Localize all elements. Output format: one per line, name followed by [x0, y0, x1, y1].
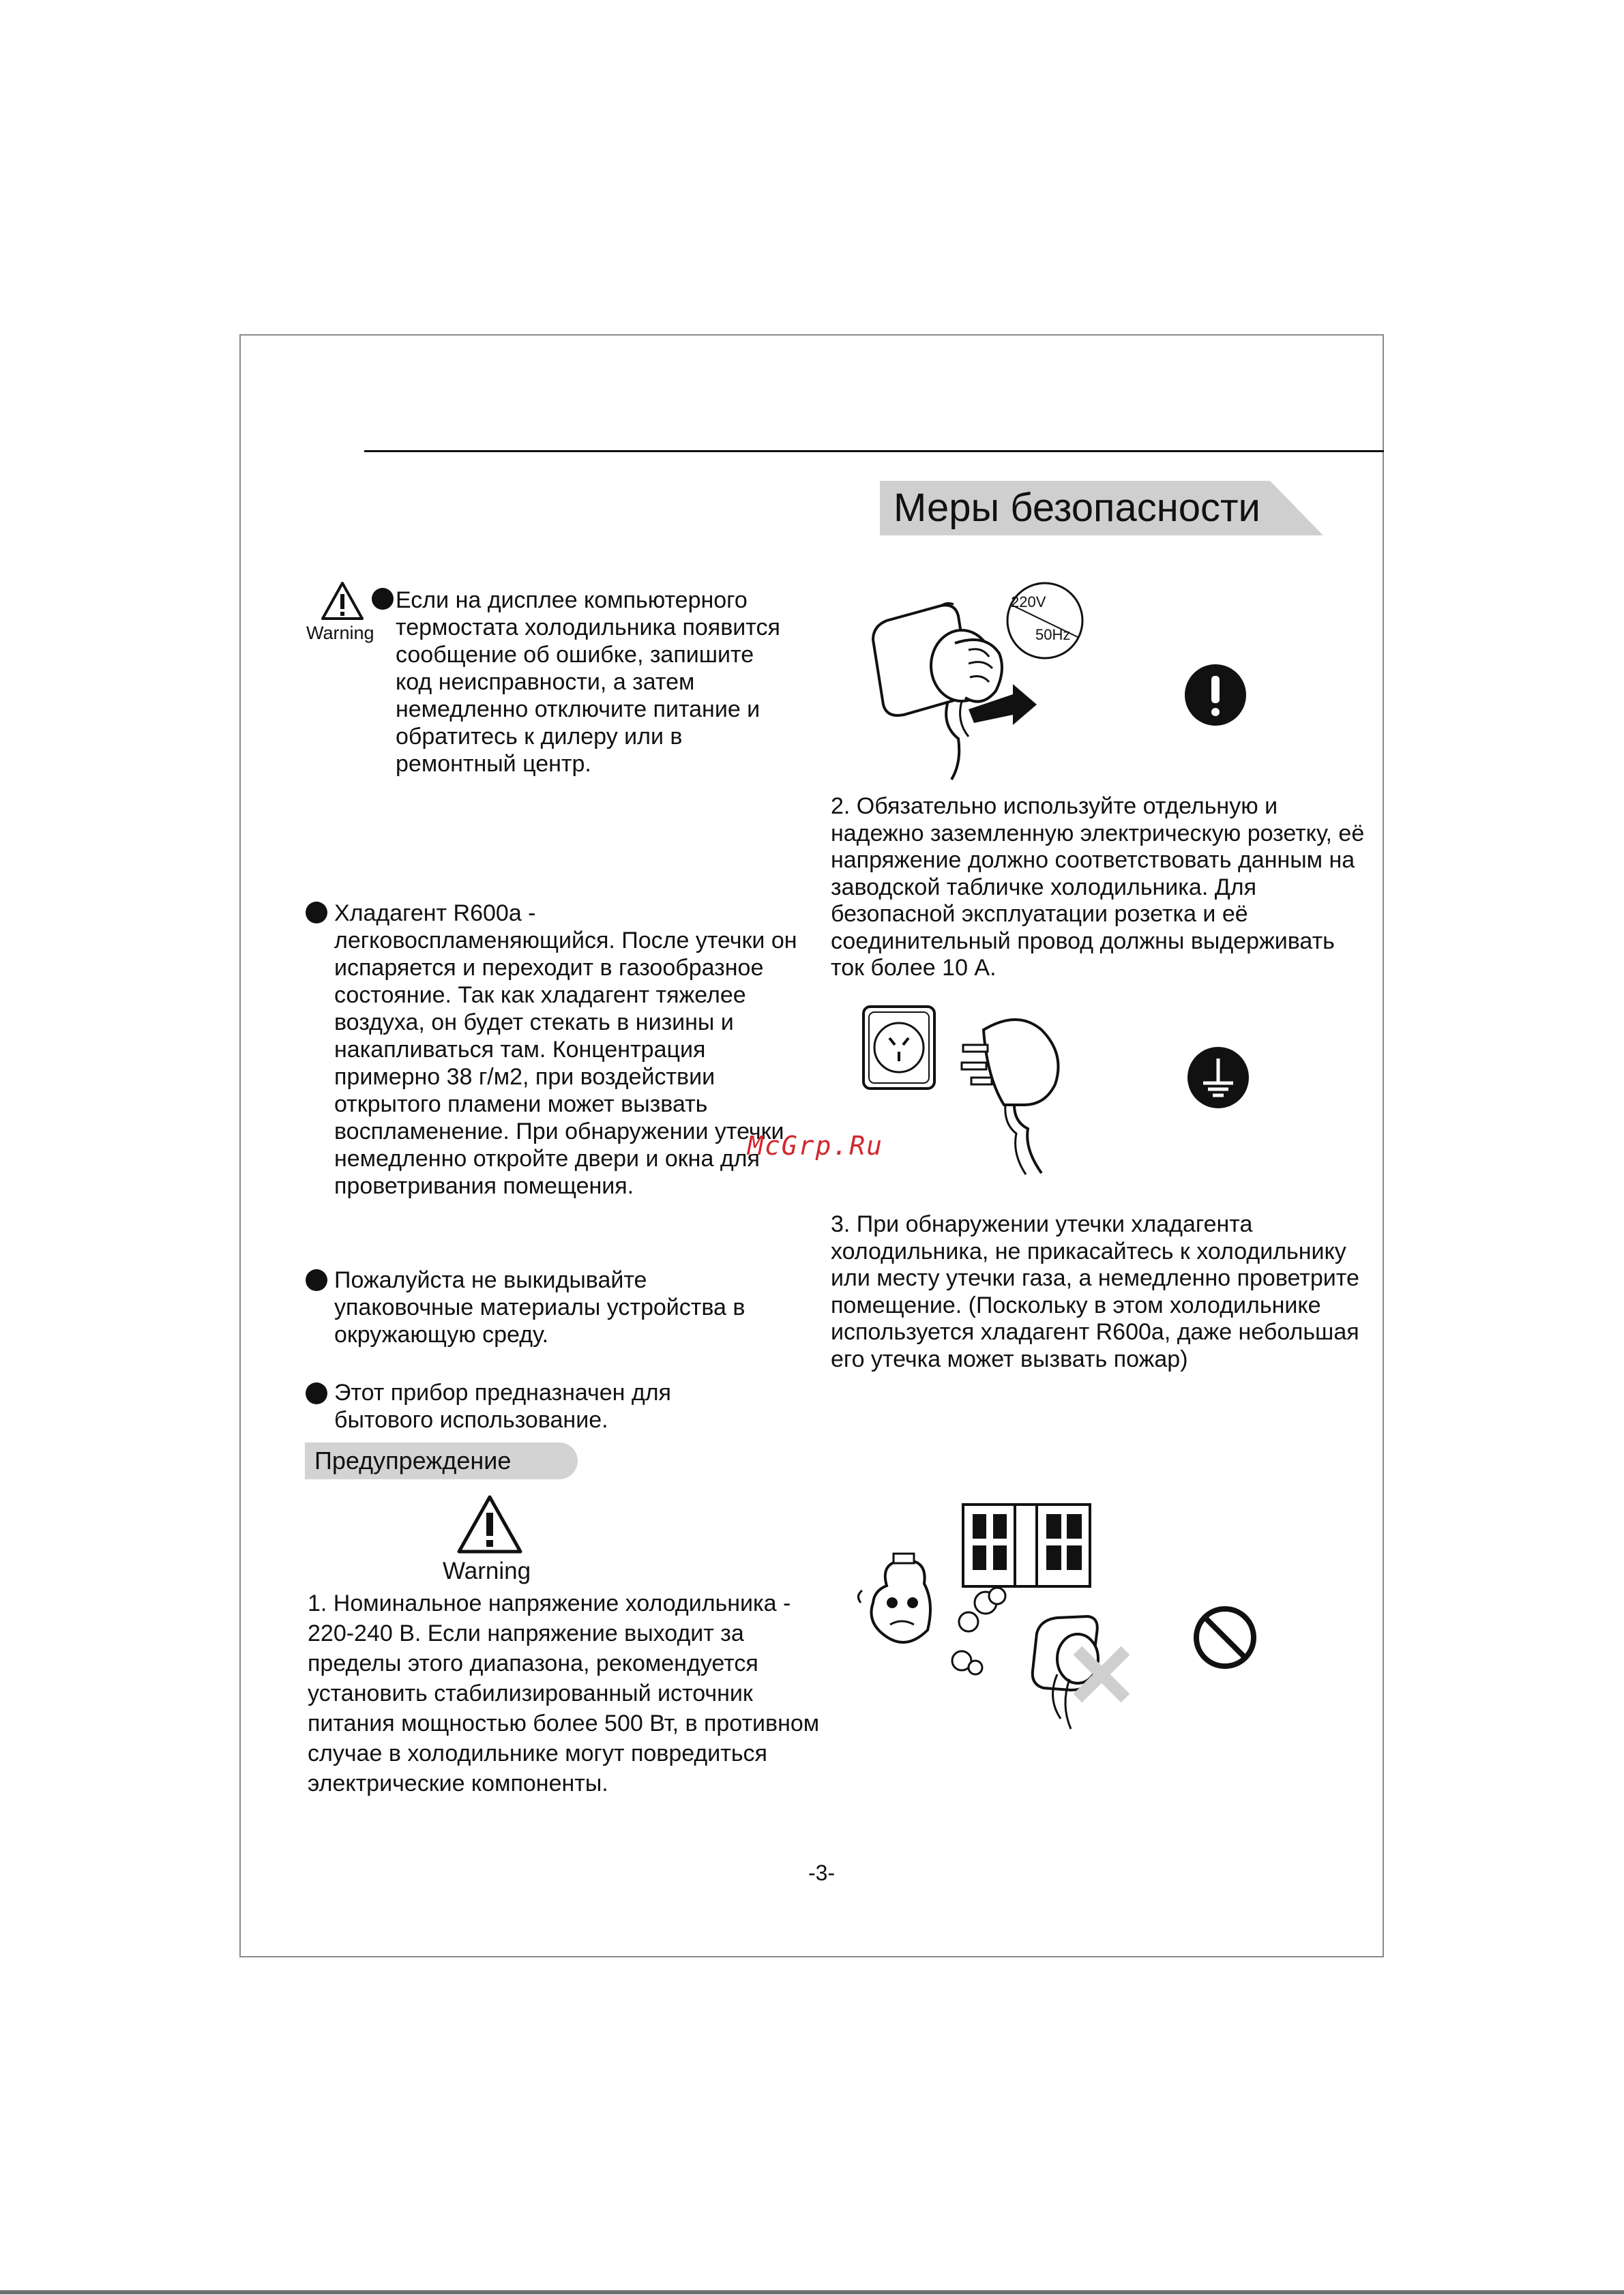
warning-icon-label: Warning — [306, 623, 374, 643]
bullet-dot — [372, 588, 394, 610]
bullet-dot — [306, 902, 327, 923]
mandatory-exclamation-icon — [1184, 664, 1247, 726]
watermark: McGrp.Ru — [748, 1131, 884, 1161]
note-grounded-socket: 2. Обязательно используйте отдельную и надежно заземленную электрическую розетку, её напряжение должно соответствовать данным на заводской табличке холодильника. Для безопасной эксплуатации розетка и её соединительный провод должны выдерживать ток более 10 А. — [831, 793, 1365, 981]
note-gas-leak: 3. При обнаружении утечки хладагента холодильника, не прикасайтесь к холодильнику или месту утечки газа, а немедленно проветрите помещение. (Поскольку в этом холодильнике используется хладагент R600a, даже небольшая его утечка может вызвать пожар) — [831, 1211, 1359, 1372]
plug-insertion-illustration — [866, 578, 1098, 783]
note-voltage: 1. Номинальное напряжение холодильника - 220-240 В. Если напряжение выходит за пределы этого диапазона, рекомендуется установить стабилизированный источник питания мощностью более 500 Вт, в противном случае в холодильнике могут повредиться электрические компоненты. — [308, 1590, 820, 1796]
item-household-use: Этот прибор предназначен для бытового использование. — [334, 1380, 671, 1433]
grounded-plug-illustration — [861, 1003, 1106, 1176]
bullet-dot — [306, 1269, 327, 1291]
gas-leak-ventilation-illustration — [853, 1500, 1139, 1736]
header-rule — [364, 450, 1384, 452]
section-heading: Предупреждение — [314, 1447, 512, 1475]
bottom-edge-bar — [0, 2290, 1624, 2294]
page-title: Меры безопасности — [894, 486, 1260, 530]
item-error-code: Если на дисплее компьютерного термостата холодильника появится сообщение об ошибке, запишите код неисправности, а затем немедленно отключите питание и обратитесь к дилеру или в ремонтный центр. — [396, 587, 780, 777]
warning-label: Warning — [443, 1558, 531, 1584]
socket-voltage-label: 220V — [1011, 593, 1046, 610]
socket-frequency-label: 50Hz — [1035, 626, 1071, 643]
bullet-dot — [306, 1382, 327, 1404]
page-number: -3- — [808, 1861, 836, 1885]
warning-triangle-icon — [456, 1494, 524, 1555]
warning-triangle-icon — [321, 581, 364, 621]
prohibition-icon — [1192, 1605, 1258, 1670]
ground-earth-icon — [1187, 1046, 1250, 1109]
item-refrigerant: Хладагент R600a - легковоспламеняющийся. После утечки он испаряется и переходит в газообразное состояние. Так как хладагент тяжелее воздуха, он будет стекать в низины и накапливаться там. Концентрация примерно 38 г/м2, при воздействии открытого пламени может вызвать воспламенение. При обнаружении утечки немедленно откройте двери и окна для проветривания помещения. — [334, 900, 797, 1199]
item-packaging: Пожалуйста не выкидывайте упаковочные материалы устройства в окружающую среду. — [334, 1267, 745, 1348]
